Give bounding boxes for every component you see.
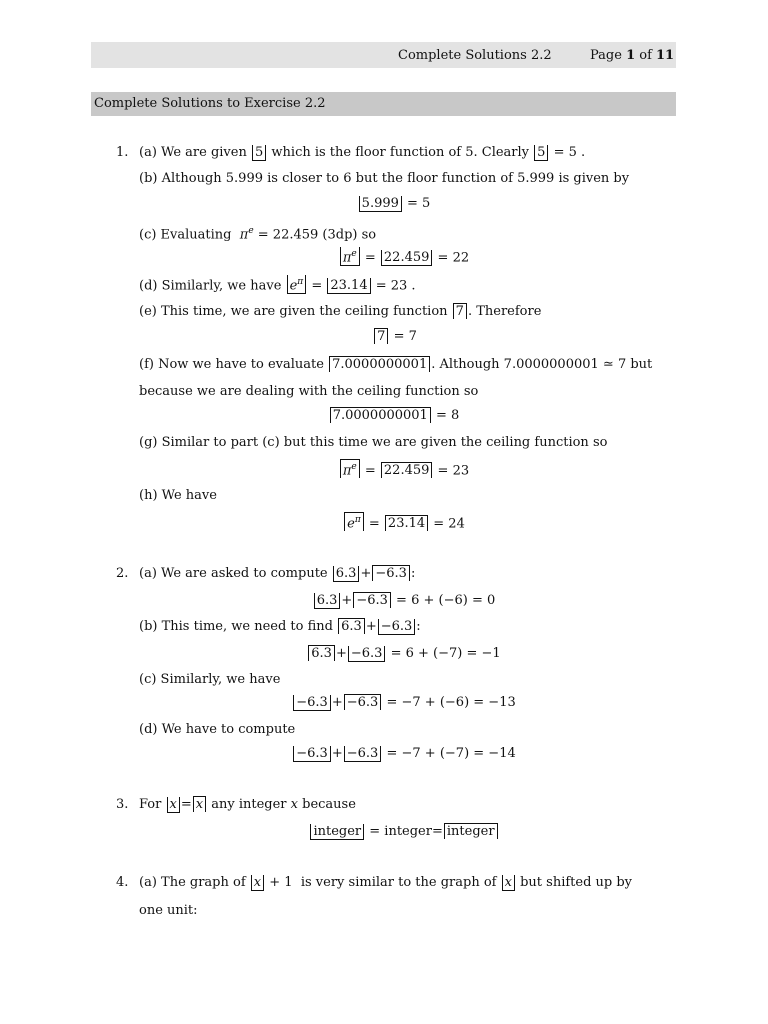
q1-f-equation: 7.0000000001 = 8 (0, 407, 768, 425)
q2-part-a: (a) We are asked to compute 6.3 + −6.3 : (139, 566, 416, 581)
section-title-bar (91, 92, 676, 116)
q2-b-equation: 6.3 + −6.3 = 6 + (−7) = −1 (0, 645, 768, 663)
header-title: Complete Solutions 2.2 (398, 48, 552, 63)
question-number: 3. (116, 797, 129, 812)
q1-g-equation: $\pi^e = 22.459 = 23$ (0, 459, 768, 480)
question-number: 1. (116, 145, 129, 160)
question-number: 4. (116, 875, 129, 890)
q3-equation: integer = integer= integer (0, 823, 768, 841)
q4-part-a: (a) The graph of x + 1 is very similar to the graph of x but shifted up by (139, 875, 633, 890)
q2-part-d: (d) We have to compute (139, 722, 296, 737)
q2-part-b: (b) This time, we need to find 6.3 + −6.3 : (139, 619, 421, 634)
q1-part-f: (f) Now we have to evaluate 7.0000000001 . Although 7.0000000001 ≃ 7 but (139, 357, 653, 372)
q1-part-d: (d) Similarly, we have $e^\pi = 23.14 = 23$ . (139, 277, 416, 294)
q1-c-equation: $\pi^e = 22.459 = 22$ (0, 247, 768, 267)
q1-part-b: (b) Although 5.999 is closer to 6 but the floor function of 5.999 is given by (139, 171, 630, 186)
q1-part-e: (e) This time, we are given the ceiling function 7 . Therefore (139, 304, 542, 319)
q2-part-c: (c) Similarly, we have (139, 672, 281, 687)
page-number: Page 1 of 11 (590, 48, 675, 63)
q1-part-g: (g) Similar to part (c) but this time we are given the ceiling function so (139, 435, 608, 450)
q1-f-line2: because we are dealing with the ceiling function so (139, 384, 479, 399)
q1-part-c: (c) Evaluating $\pi^e = 22.459$ (3dp) so (139, 226, 377, 243)
question-number: 2. (116, 566, 129, 581)
q2-d-equation: −6.3 + −6.3 = −7 + (−7) = −14 (0, 745, 768, 763)
q2-c-equation: −6.3 + −6.3 = −7 + (−6) = −13 (0, 694, 768, 712)
section-title: Complete Solutions to Exercise 2.2 (94, 96, 326, 111)
q4-line2: one unit: (139, 903, 198, 918)
page-header (91, 42, 676, 68)
q2-a-equation: 6.3 + −6.3 = 6 + (−6) = 0 (0, 592, 768, 610)
q1-e-equation: 7 = 7 (0, 328, 768, 346)
q1-h-equation: $e^\pi = 23.14 = 24$ (0, 512, 768, 533)
q1-part-a: (a) We are given 5 which is the floor function of 5. Clearly 5 = 5 . (139, 145, 586, 160)
q1-part-h: (h) We have (139, 488, 217, 503)
q1-b-equation: 5.999 = 5 (0, 195, 768, 213)
q3-text: For x = x any integer x because (139, 797, 356, 812)
